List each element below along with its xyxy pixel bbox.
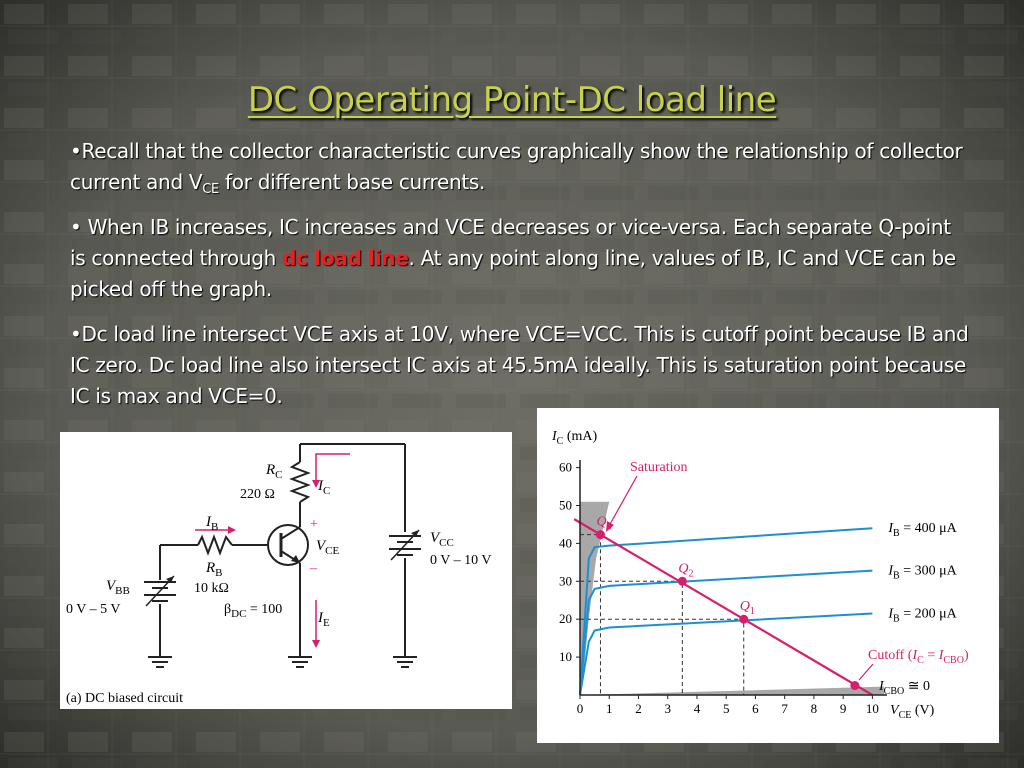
rc-label: $R_C$ [266,462,283,481]
ib-curve [580,571,872,695]
rc-value: 220 Ω [240,487,275,502]
x-axis-label: $V_{CE}$ (V) [890,703,935,721]
plus-sign: + [310,517,318,532]
ib-curves [580,521,958,695]
slide-title: DC Operating Point-DC load line [247,80,777,120]
bullet-text-end: . At any point along line, values of IB, IC and VCE can be picked off the graph. [70,246,956,301]
y-axis-label: $I_C$ (mA) [552,429,598,447]
collector-characteristic-chart [537,408,999,743]
y-tick-label: 50 [559,497,572,513]
bullet-text-end: for different base currents. [218,170,486,194]
y-tick-label: 60 [559,459,572,475]
cutoff-pointer [859,664,873,680]
ie-label: $I_E$ [318,610,330,629]
bullet-item [70,319,970,412]
x-tick-label: 4 [693,701,701,716]
q-point-marker [596,530,605,539]
q-point-label: $Q_1$ [739,599,755,618]
x-tick-label: 0 [576,701,584,716]
q-point-label: Q [596,514,607,530]
bullet-item [70,136,970,198]
q-point-marker [739,615,748,624]
x-tick-label: 9 [839,701,847,716]
q-point-guide [580,581,682,695]
rb-value: 10 kΩ [194,581,229,596]
x-tick-label: 2 [635,701,642,716]
vbb-label: $V_{BB}$ [106,578,130,597]
x-tick-label: 1 [605,701,613,716]
cutoff-label: Cutoff $(I_C = I_{CBO})$ [868,648,969,666]
vbb-range: 0 V – 5 V [66,602,121,617]
bullet-subscript: CE [202,182,219,197]
x-tick-label: 10 [865,701,879,716]
q-point-marker [678,577,687,586]
slide-body [70,136,970,426]
icbo-label: $I_{CBO}$ ≅ 0 [879,679,930,697]
bullet-mark: • [70,322,82,346]
bullet-text: Dc load line intersect VCE axis at 10V, where VCE=VCC. This is cutoff point because IB and IC zero. Dc load line also intersect IC axis at 45.5mA ideally. This is saturation point because IC is max and VCE=0. [70,322,969,408]
q-point-guides [580,535,744,695]
beta-label: $\beta_{DC} = 100$ [224,602,283,620]
q-point-label: $Q_2$ [678,561,694,580]
y-tick-label: 40 [559,535,572,551]
q-point-guide [580,619,744,695]
ib-curve-label: $I_B = 300$ μA [888,563,957,582]
q-point-marker [850,681,859,690]
bullet-mark: • [70,139,82,163]
circuit-diagram-panel [60,432,512,709]
y-tick-label: 30 [559,573,572,589]
x-tick-label: 6 [752,701,759,716]
ground-symbols [148,657,417,667]
minus-sign: – [310,561,317,576]
characteristic-curve-panel [537,408,999,743]
bullet-text: Recall that the collector characteristic curves graphically show the relationship of collector current and V [70,139,963,194]
bullet-text: When IB increases, IC increases and VCE decreases or vice-versa. Each separate Q-point is connected through [70,215,951,270]
saturation-pointer [609,476,637,526]
rb-label: $R_B$ [206,560,223,579]
vce-label: $V_{CE}$ [316,538,340,557]
ib-curve-label: $I_B = 400$ μA [888,521,957,540]
bullet-item [70,212,970,305]
highlighted-term: dc load line [282,246,409,270]
saturation-label: Saturation [630,460,688,475]
x-tick-label: 5 [722,701,730,716]
ib-curve [580,614,872,695]
y-tick-label: 20 [559,611,572,627]
y-tick-label: 10 [559,649,572,665]
vcc-range: 0 V – 10 V [430,553,492,568]
x-tick-label: 8 [810,701,818,716]
axis-ticks [559,460,879,716]
vcc-label: $V_{CC}$ [430,530,454,549]
dc-load-line [574,519,872,695]
x-tick-label: 3 [664,701,671,716]
cutoff-region [580,687,884,695]
x-tick-label: 7 [781,701,788,716]
ib-curve-label: $I_B = 200$ μA [888,606,957,625]
circuit-caption: (a) DC biased circuit [66,691,184,706]
circuit-diagram [60,432,512,709]
ib-label: $I_B$ [206,514,219,533]
ic-label: $I_C$ [318,478,331,497]
bullet-mark: • [70,215,88,239]
